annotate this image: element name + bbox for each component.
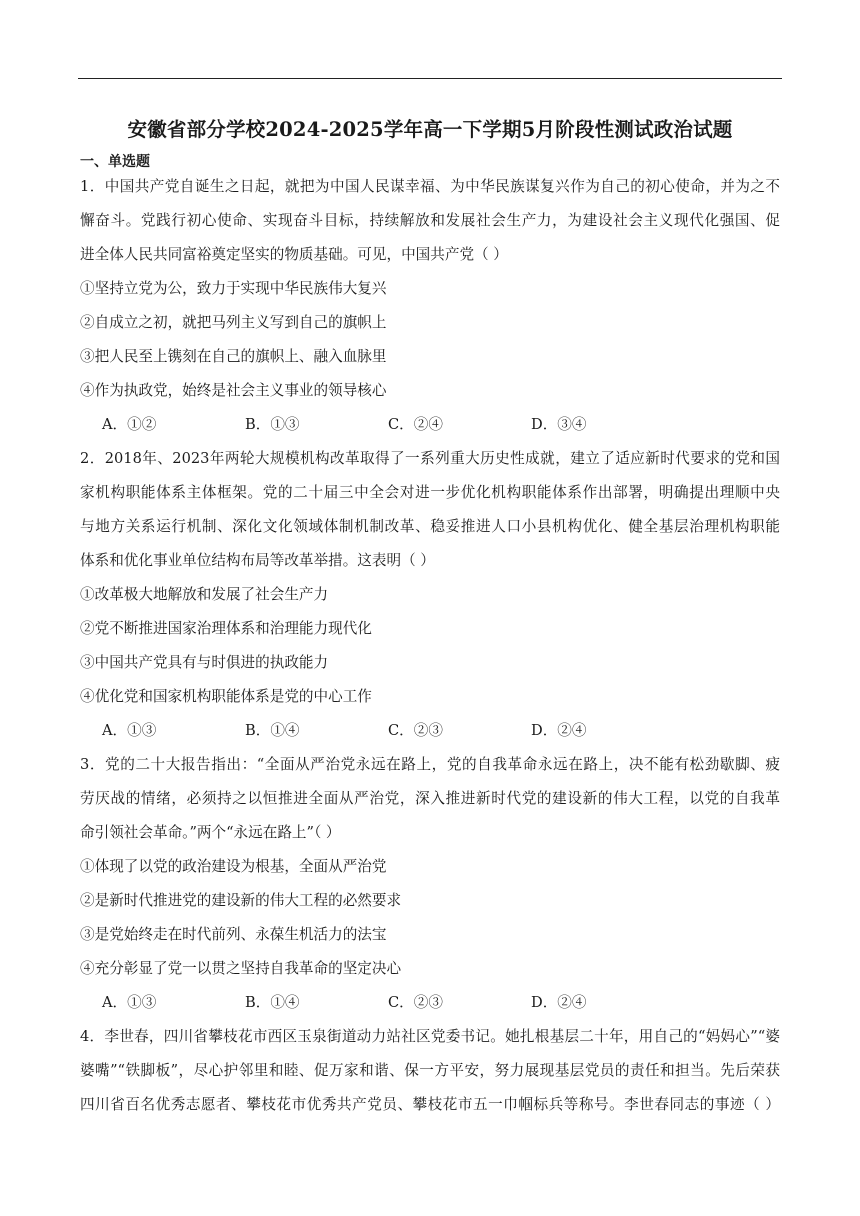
section-heading: 一、单选题 (80, 154, 150, 170)
question-list (80, 176, 780, 1128)
statement-option: ④充分彰显了党一以贯之坚持自我革命的坚定决心 (80, 960, 402, 977)
question-stem-line: 2．2018年、2023年两轮大规模机构改革取得了一系列重大历史性成就，建立了适应新时代要求的党和国 (80, 450, 780, 467)
choice-b: B．①④ (245, 722, 300, 739)
choice-a: A．①③ (102, 994, 157, 1011)
question-4 (80, 1026, 780, 1128)
choice-d: D．②④ (531, 722, 587, 739)
choice-c: C．②③ (388, 722, 443, 739)
statement-option: ②是新时代推进党的建设新的伟大工程的必然要求 (80, 892, 402, 909)
statement-option: ①体现了以党的政治建设为根基，全面从严治党 (80, 858, 387, 875)
header-rule (78, 78, 782, 79)
choice-d: D．③④ (531, 416, 587, 433)
question-stem-line: 与地方关系运行机制、深化文化领域体制机制改革、稳妥推进人口小县机构优化、健全基层治理机构职能 (80, 518, 780, 535)
statement-option: ②党不断推进国家治理体系和治理能力现代化 (80, 620, 372, 637)
question-stem-line: 婆嘴”“铁脚板”，尽心护邻里和睦、促万家和谐、保一方平安，努力展现基层党员的责任和担当。先后荣获 (80, 1062, 780, 1079)
question-stem-line: 劳厌战的情绪，必须持之以恒推进全面从严治党，深入推进新时代党的建设新的伟大工程，以党的自我革 (80, 790, 780, 807)
statement-option: ③是党始终走在时代前列、永葆生机活力的法宝 (80, 926, 387, 943)
choice-c: C．②④ (388, 416, 443, 433)
statement-option: ④作为执政党，始终是社会主义事业的领导核心 (80, 382, 387, 399)
choice-a: A．①② (102, 416, 157, 433)
choice-b: B．①④ (245, 994, 300, 1011)
question-stem-line: 懈奋斗。党践行初心使命、实现奋斗目标，持续解放和发展社会生产力，为建设社会主义现代化强国、促 (80, 212, 780, 229)
choice-d: D．②④ (531, 994, 587, 1011)
answer-choices (80, 720, 780, 754)
question-1 (80, 176, 780, 448)
question-stem-line: 家机构职能体系主体框架。党的二十届三中全会对进一步优化机构职能体系作出部署，明确提出理顺中央 (80, 484, 780, 501)
statement-option: ②自成立之初，就把马列主义写到自己的旗帜上 (80, 314, 387, 331)
answer-choices (80, 992, 780, 1026)
question-stem-line: 四川省百名优秀志愿者、攀枝花市优秀共产党员、攀枝花市五一巾帼标兵等称号。李世春同志的事迹（ ） (80, 1096, 780, 1113)
question-stem-line: 进全体人民共同富裕奠定坚实的物质基础。可见，中国共产党（ ） (80, 246, 508, 263)
statement-option: ③中国共产党具有与时俱进的执政能力 (80, 654, 329, 671)
statement-option: ①坚持立党为公，致力于实现中华民族伟大复兴 (80, 280, 387, 297)
statement-option: ③把人民至上镌刻在自己的旗帜上、融入血脉里 (80, 348, 387, 365)
question-3 (80, 754, 780, 1026)
question-stem-line: 4．李世春，四川省攀枝花市西区玉泉街道动力站社区党委书记。她扎根基层二十年，用自己的“妈妈心”“婆 (80, 1028, 780, 1045)
question-stem-line: 1．中国共产党自诞生之日起，就把为中国人民谋幸福、为中华民族谋复兴作为自己的初心使命，并为之不 (80, 178, 780, 195)
question-2 (80, 448, 780, 754)
question-stem-line: 3．党的二十大报告指出：“全面从严治党永远在路上，党的自我革命永远在路上，决不能有松劲歇脚、疲 (80, 756, 780, 773)
question-stem-line: 命引领社会革命。”两个“永远在路上”（ ） (80, 824, 341, 841)
page-title: 安徽省部分学校2024-2025学年高一下学期5月阶段性测试政治试题 (127, 118, 733, 141)
choice-b: B．①③ (245, 416, 300, 433)
choice-c: C．②③ (388, 994, 443, 1011)
answer-choices (80, 414, 780, 448)
choice-a: A．①③ (102, 722, 157, 739)
question-stem-line: 体系和优化事业单位结构布局等改革举措。这表明（ ） (80, 552, 435, 569)
statement-option: ④优化党和国家机构职能体系是党的中心工作 (80, 688, 372, 705)
statement-option: ①改革极大地解放和发展了社会生产力 (80, 586, 329, 603)
